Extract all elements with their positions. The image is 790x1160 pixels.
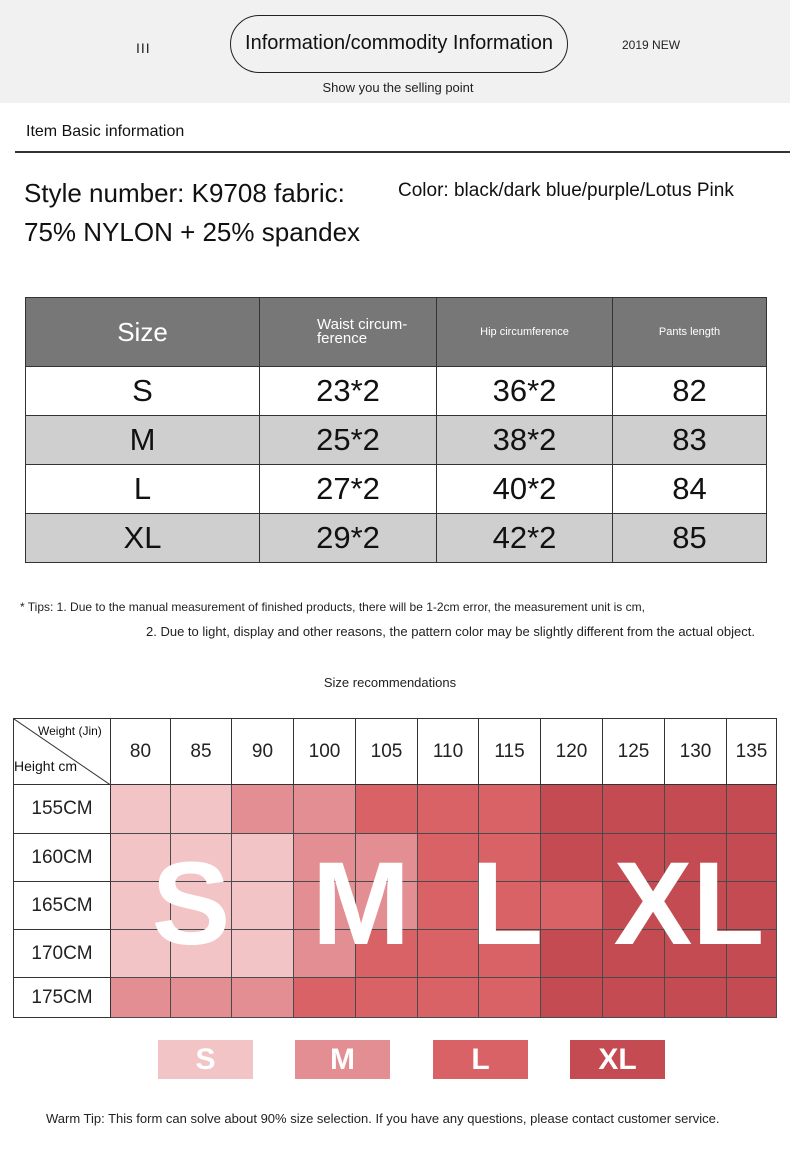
section-divider	[15, 151, 790, 153]
length-cell: 85	[613, 514, 767, 563]
table-row	[26, 465, 767, 514]
size-grid-cell	[418, 785, 479, 834]
size-grid-cell	[727, 978, 777, 1018]
size-cell: S	[26, 367, 260, 416]
height-row-label: 160CM	[13, 834, 111, 882]
table-row	[26, 416, 767, 465]
year-tag: 2019 NEW	[622, 38, 681, 52]
weight-header-cell: 120	[541, 718, 603, 785]
table-row	[26, 367, 767, 416]
size-grid-cell	[603, 978, 665, 1018]
size-grid-cell	[541, 785, 603, 834]
size-grid-cell	[727, 785, 777, 834]
size-grid-cell	[294, 785, 356, 834]
menu-icon: III	[136, 40, 151, 56]
style-fabric-text: Style number: K9708 fabric: 75% NYLON + 25% spandex	[24, 178, 361, 247]
size-table-header-row	[26, 298, 767, 367]
size-grid-cell	[232, 834, 294, 882]
height-row-label: 175CM	[13, 978, 111, 1018]
tip-line-1: * Tips: 1. Due to the manual measurement of finished products, there will be 1-2cm error, the measurement unit is cm,	[20, 600, 645, 614]
tip-line-2: 2. Due to light, display and other reasons, the pattern color may be slightly different from the actual object.	[146, 624, 755, 639]
size-grid-cell	[111, 785, 171, 834]
legend-swatch-s: S	[158, 1040, 253, 1079]
waist-cell: 23*2	[260, 367, 437, 416]
weight-header-cell: 125	[603, 718, 665, 785]
header-size: Size	[26, 298, 260, 367]
size-grid-cell	[232, 785, 294, 834]
hip-cell: 36*2	[437, 367, 613, 416]
length-cell: 83	[613, 416, 767, 465]
legend-swatch-xl: XL	[570, 1040, 665, 1079]
height-row-label: 165CM	[13, 882, 111, 930]
height-row-label: 170CM	[13, 930, 111, 978]
weight-header-cell: 105	[356, 718, 418, 785]
size-cell: L	[26, 465, 260, 514]
weight-axis-label: Weight (Jin)	[38, 724, 102, 738]
header-waist: Waist circum-ference	[260, 298, 437, 367]
size-recommendation-grid	[13, 718, 777, 1018]
size-grid-cell	[603, 785, 665, 834]
size-grid-cell	[479, 978, 541, 1018]
size-grid-cell	[356, 978, 418, 1018]
size-grid-cell	[232, 930, 294, 978]
hip-cell: 42*2	[437, 514, 613, 563]
size-grid-cell	[479, 785, 541, 834]
size-grid-cell	[171, 978, 232, 1018]
recommendation-title: Size recommendations	[323, 675, 457, 690]
size-grid-cell	[232, 978, 294, 1018]
size-cell: XL	[26, 514, 260, 563]
waist-cell: 25*2	[260, 416, 437, 465]
weight-header-cell: 115	[479, 718, 541, 785]
size-grid-cell	[418, 978, 479, 1018]
size-overlay-xl: XL	[613, 838, 765, 970]
table-row	[26, 514, 767, 563]
size-grid-cell	[541, 978, 603, 1018]
size-overlay-m: M	[311, 838, 411, 970]
height-row-label: 155CM	[13, 785, 111, 834]
height-axis-label: Height cm	[14, 758, 78, 774]
weight-header-cell: 100	[294, 718, 356, 785]
color-text: Color: black/dark blue/purple/Lotus Pink	[398, 180, 734, 201]
grid-corner-cell	[13, 718, 111, 785]
size-grid-cell	[294, 978, 356, 1018]
size-grid-cell	[665, 978, 727, 1018]
length-cell: 82	[613, 367, 767, 416]
hip-cell: 40*2	[437, 465, 613, 514]
length-cell: 84	[613, 465, 767, 514]
header-hip: Hip circumference	[437, 298, 613, 367]
size-overlay-l: L	[470, 838, 544, 970]
waist-cell: 27*2	[260, 465, 437, 514]
warm-tip: Warm Tip: This form can solve about 90% size selection. If you have any questions, please contact customer service.	[46, 1111, 720, 1126]
waist-cell: 29*2	[260, 514, 437, 563]
hip-cell: 38*2	[437, 416, 613, 465]
size-grid-cell	[356, 785, 418, 834]
legend-swatch-m: M	[295, 1040, 390, 1079]
header-title-pill	[230, 15, 568, 73]
weight-header-cell: 110	[418, 718, 479, 785]
weight-header-cell: 90	[232, 718, 294, 785]
weight-header-cell: 135	[727, 718, 777, 785]
size-table	[25, 297, 767, 563]
size-grid-cell	[665, 785, 727, 834]
size-overlay-s: S	[151, 838, 231, 970]
weight-header-cell: 80	[111, 718, 171, 785]
header-title: Information/commodity Information	[245, 32, 553, 54]
weight-header-cell: 85	[171, 718, 232, 785]
size-grid-cell	[171, 785, 232, 834]
section-title: Item Basic information	[26, 123, 185, 140]
header-length: Pants length	[613, 298, 767, 367]
size-grid-cell	[111, 978, 171, 1018]
size-cell: M	[26, 416, 260, 465]
size-grid-cell	[232, 882, 294, 930]
weight-header-cell: 130	[665, 718, 727, 785]
page-header	[0, 0, 790, 103]
header-subtitle: Show you the selling point	[322, 80, 474, 95]
legend-swatch-l: L	[433, 1040, 528, 1079]
